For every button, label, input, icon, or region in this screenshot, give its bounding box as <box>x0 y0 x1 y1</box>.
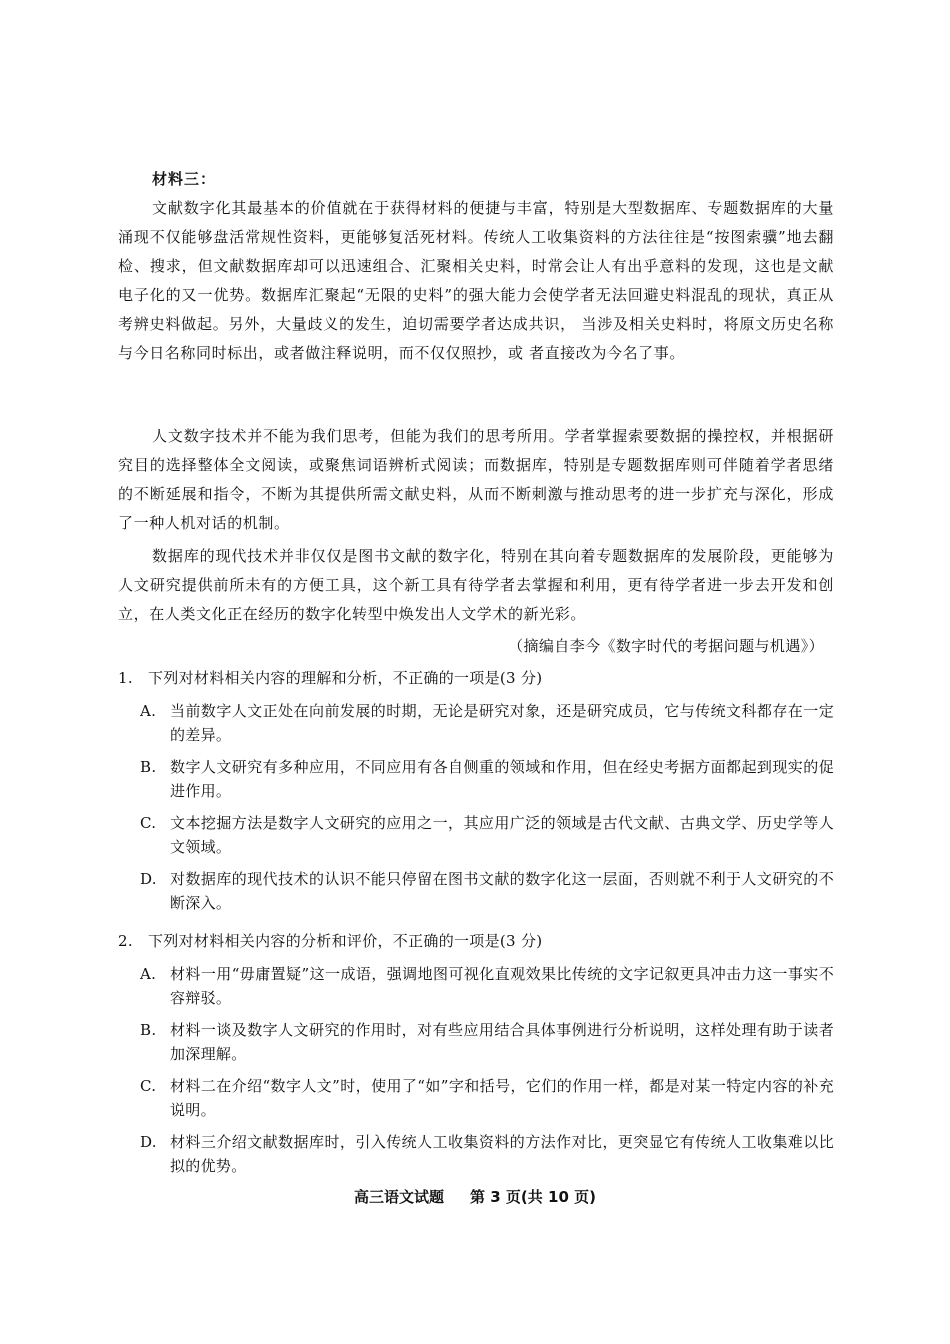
question-stem <box>118 929 834 953</box>
option-b[interactable] <box>118 755 834 803</box>
option-list <box>118 962 834 1178</box>
option-letter: B. <box>140 758 157 776</box>
option-text: 文本挖掘方法是数字人文研究的应用之一，其应用广泛的领域是古代文献、古典文学、历史学等人文领域。 <box>170 814 834 856</box>
option-text: 材料一谈及数字人文研究的作用时，对有些应用结合具体事例进行分析说明，这样处理有助于读者加深理解。 <box>170 1021 834 1063</box>
option-text: 数字人文研究有多种应用，不同应用有各自侧重的领域和作用，但在经史考据方面都起到现实的促进作用。 <box>170 758 834 800</box>
option-letter: A. <box>140 965 157 983</box>
option-letter: D. <box>140 1133 157 1151</box>
question-stem <box>118 666 834 690</box>
option-text: 材料二在介绍“数字人文”时，使用了“如”字和括号，它们的作用一样，都是对某一特定内容的补充说明。 <box>170 1077 834 1119</box>
option-letter: C. <box>140 814 157 832</box>
option-letter: B. <box>140 1021 157 1039</box>
question-number: 1. <box>118 669 133 687</box>
option-letter: C. <box>140 1077 157 1095</box>
option-b[interactable] <box>118 1018 834 1066</box>
question-text: 下列对材料相关内容的分析和评价，不正确的一项是(3 分) <box>148 932 543 950</box>
option-d[interactable] <box>118 867 834 915</box>
paragraph-3: 数据库的现代技术并非仅仅是图书文献的数字化，特别在其向着专题数据库的发展阶段，更能够为人文研究提供前所未有的方便工具，这个新工具有待学者去掌握和利用，更有待学者进一步去开发和创立，在人类文化正在经历的数字化转型中焕发出人文学术的新光彩。 <box>118 547 834 623</box>
paragraph-1: 文献数字化其最基本的价值就在于获得材料的便捷与丰富，特别是大型数据库、专题数据库的大量涌现不仅能够盘活常规性资料，更能够复活死材料。传统人工收集资料的方法往往是“按图索骥”地去翻检、搜求，但文献数据库却可以迅速组合、汇聚相关史料，时常会让人有出乎意料的发现，这也是文献电子化的又一优势。数据库汇聚起“无限的史料”的强大能力会使学者无法回避史料混乱的现状，真正从考辨史料做起。另外，大量歧义的发生，迫切需要学者达成共识， 当涉及相关史料时，将原文历史名称与今日名称同时标出，或者做注释说明，而不仅仅照抄，或 者直接改为今名了事。 <box>118 199 834 362</box>
option-c[interactable] <box>118 811 834 859</box>
option-text: 对数据库的现代技术的认识不能只停留在图书文献的数字化这一层面，否则就不利于人文研究的不断深入。 <box>170 870 834 912</box>
option-letter: D. <box>140 870 157 888</box>
option-letter: A. <box>140 702 157 720</box>
footer-page-number: 第 3 页(共 10 页) <box>470 1188 596 1206</box>
paragraph-2: 人文数字技术并不能为我们思考，但能为我们的思考所用。学者掌握索要数据的操控权，并根据研究目的选择整体全文阅读，或聚焦词语辨析式阅读；而数据库，特别是专题数据库则可伴随着学者思绪的不断延展和指令，不断为其提供所需文献史料，从而不断刺激与推动思考的进一步扩充与深化，形成了一种人机对话的机制。 <box>118 427 834 532</box>
question-1 <box>118 666 834 923</box>
footer-title: 高三语文试题 <box>354 1188 445 1206</box>
option-text: 材料三介绍文献数据库时，引入传统人工收集资料的方法作对比，更突显它有传统人工收集难以比拟的优势。 <box>170 1133 834 1175</box>
option-text: 材料一用“毋庸置疑”这一成语，强调地图可视化直观效果比传统的文字记叙更具冲击力这一事实不容辩驳。 <box>170 965 834 1007</box>
page-footer <box>0 1186 950 1207</box>
option-a[interactable] <box>118 699 834 747</box>
option-a[interactable] <box>118 962 834 1010</box>
option-c[interactable] <box>118 1074 834 1122</box>
material-heading: 材料三： <box>152 170 217 188</box>
option-text: 当前数字人文正处在向前发展的时期，无论是研究对象，还是研究成员，它与传统文科都存在一定的差异。 <box>170 702 834 744</box>
question-2 <box>118 929 834 1186</box>
question-number: 2. <box>118 932 133 950</box>
option-list <box>118 699 834 915</box>
source-note: （摘编自李今《数字时代的考据问题与机遇》） <box>508 637 824 655</box>
option-d[interactable] <box>118 1130 834 1178</box>
question-text: 下列对材料相关内容的理解和分析，不正确的一项是(3 分) <box>148 669 543 687</box>
